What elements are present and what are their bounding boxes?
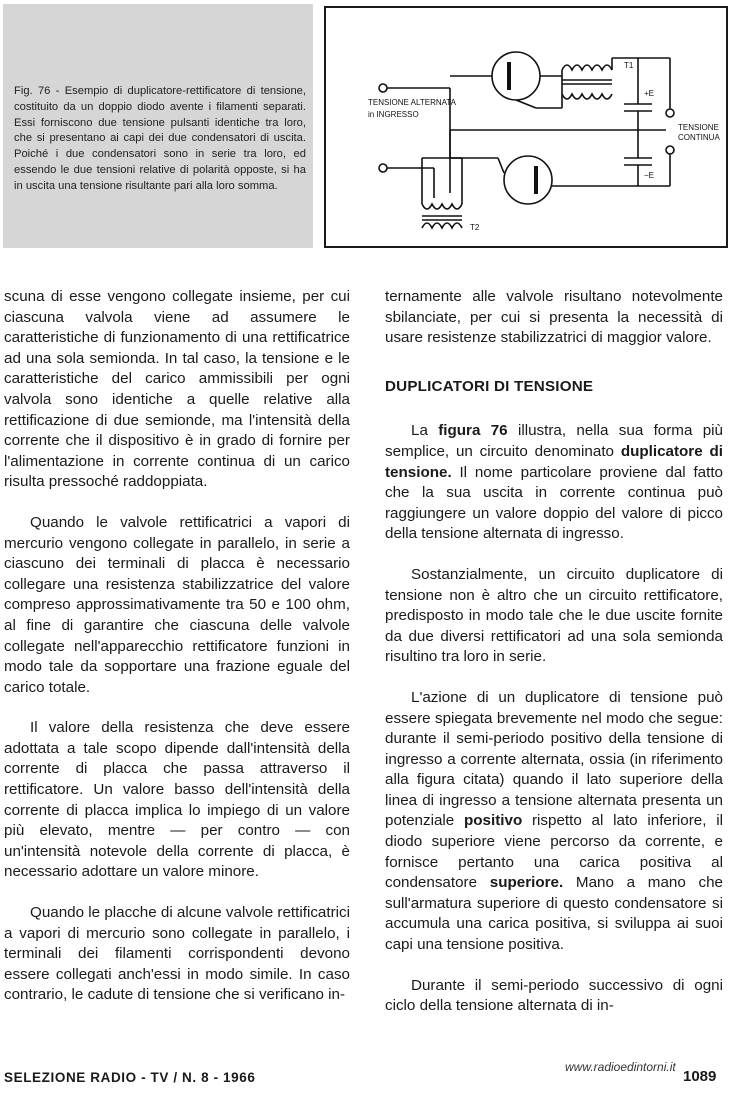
right-paragraph-3: Sostanzialmente, un circuito duplicatore di tensione non è altro che un circuito rettificatore, predisposto in modo tale che le due uscite fornite da due diversi rettificatori ad una sola semionda risultino tra loro in serie. (385, 565, 723, 666)
text-run: L'azione di un duplicatore di tensione può essere spiegata brevemente nel modo che segue: durante il semi-periodo positivo della tensione di ingresso a corrente alternata, ossia (in riferimento alla figura citata) quando il lato superiore della linea di ingresso a tensione alternata presenta un potenziale (385, 688, 723, 830)
term-duplicatore: duplicatore di tensione. (385, 442, 723, 481)
left-paragraph-3: Il valore della resistenza che deve essere adottata a tale scopo dipende dall'intensità della corrente di placca che passa attraverso il rettificatore. Un valore basso dell'intensità della corrente di placca implica lo impiego di un valore più elevato, mentre — per contro — con un'intensità notevole della corrente di placca, è necessario adottare un valore minore. (4, 719, 350, 881)
figure-t2-label: T2 (470, 223, 480, 232)
left-paragraph-4: Quando le placche di alcune valvole rettificatrici a vapori di mercurio sono collegate in parallelo, i terminali dei filamenti corrispondenti devono essere collegati anch'essi in modo simile. In caso contrario, le cadute di tensione che si verificano in- (4, 904, 350, 1004)
figure-t1-label: T1 (624, 61, 634, 70)
figure-caption: Fig. 76 - Esempio di duplicatore-rettificatore di tensione, costituito da un doppio diodo avente i filamenti separati. Essi forniscono due tensione pulsanti identiche tra loro, che si presentano ai capi dei due condensatori di uscita. Poiché i due condensatori sono in serie tra loro, ed essendo le due tensioni relative di polarità opposte, si ha in uscita una tensione risultante pari alla loro somma. (14, 85, 306, 192)
circuit-figure (324, 6, 728, 248)
figure-input-label-1: TENSIONE ALTERNATA (368, 98, 457, 107)
figure-output-label-2: CONTINUA (678, 133, 720, 142)
publication-footer: SELEZIONE RADIO - TV / N. 8 - 1966 (4, 1070, 256, 1085)
right-paragraph-2 (385, 421, 723, 545)
text-run: rispetto al lato inferiore, il diodo superiore viene percorso da corrente, e fornisce pertanto una carica positiva al condensatore (385, 812, 723, 892)
right-paragraph-5: Durante il semi-periodo successivo di ogni ciclo della tensione alternata di in- (385, 976, 723, 1015)
text-run: Il nome particolare proviene dal fatto che la sua uscita in corrente continua può raggiungere un valore doppio del valore di picco della tensione alternata di ingresso. (385, 463, 723, 543)
text-run: La (411, 422, 439, 440)
text-run: Mano a mano che sull'armatura superiore di questo condensatore si accumula una carica positiva, si sviluppa ai suoi capi una tensione positiva. (385, 874, 723, 954)
left-column (4, 287, 350, 1026)
left-paragraph-1: scuna di esse vengono collegate insieme, per cui ciascuna valvola viene ad assumere le caratteristiche di funzionamento di una rettificatrice ad una sola semionda. In tal caso, la tensione e le caratteristiche del carico ammissibili per ogni valvola sono identiche a quelle relative alla rettificazione di due semionde, ma l'intensità della corrente che il dispositivo è in grado di fornire per l'alimentazione in corrente continua di un carico risulta pressoché raddoppiata. (4, 288, 350, 491)
left-paragraph-2: Quando le valvole rettificatrici a vapori di mercurio vengono collegate in parallelo, in serie a ciascuno dei terminali di placca è necessario collegare una resistenza stabilizzatrice del valore compreso approssimativamente tra 50 e 100 ohm, al fine di garantire che ciascuna delle valvole collegate nell'apparecchio rettificatore funzioni in modo tale da sopportare una frazione eguale del carico totale. (4, 513, 350, 696)
right-paragraph-4 (385, 688, 723, 956)
text-run: illustra, nella sua forma più semplice, un circuito denominato (385, 422, 723, 460)
figure-reference: figura 76 (438, 422, 508, 440)
figure-plus-label: +E (644, 89, 655, 98)
figure-input-label-2: in INGRESSO (368, 110, 419, 119)
page-number: 1089 (683, 1068, 717, 1085)
figure-minus-label: −E (644, 171, 655, 180)
voltage-doubler-schematic (326, 8, 730, 250)
figure-output-label-1: TENSIONE (678, 123, 719, 132)
term-superiore: superiore. (489, 874, 564, 892)
figure-caption-box (3, 4, 313, 248)
right-column (385, 287, 723, 1037)
section-heading: DUPLICATORI DI TENSIONE (385, 377, 594, 395)
right-paragraph-1: ternamente alle valvole risultano notevolmente sbilanciate, per cui si presenta la necessità di usare resistenze stabilizzatrici di maggior valore. (385, 288, 723, 347)
term-positivo: positivo (464, 812, 523, 830)
watermark: www.radioedintorni.it (565, 1060, 676, 1074)
